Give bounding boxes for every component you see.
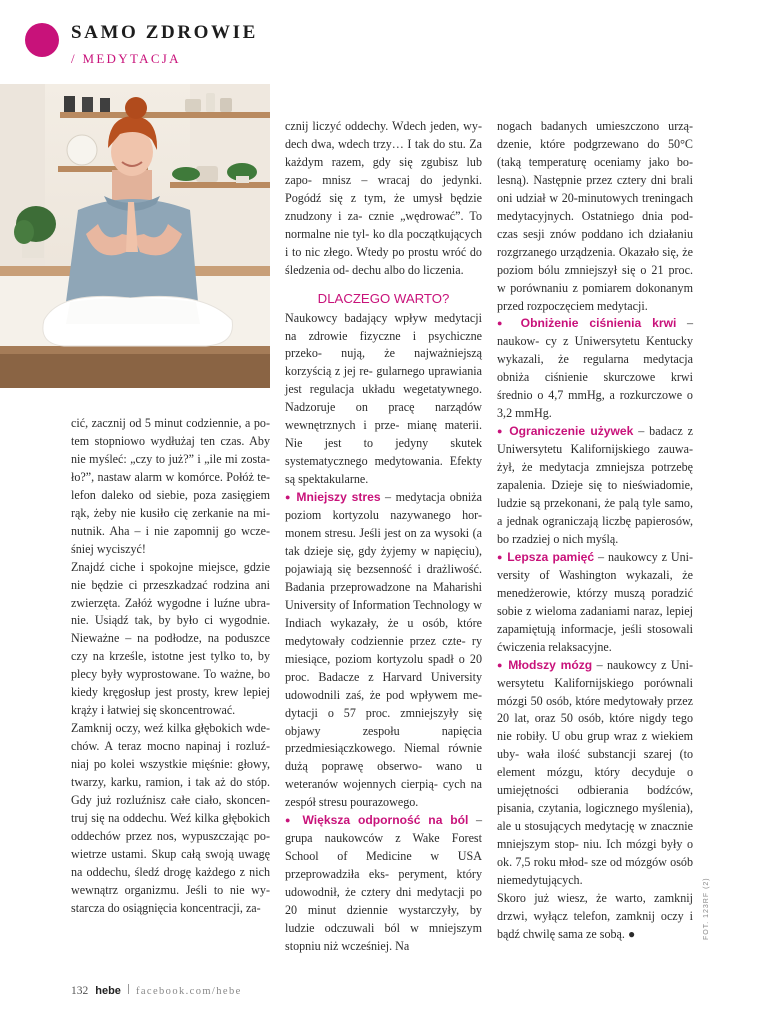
text-line: chów. A teraz mocno napinaj i rozluź- bbox=[71, 739, 270, 754]
text-line: versity of Washington wykazali, że bbox=[497, 567, 693, 582]
text-line: każdym razem, gdy się zgubisz lub zapo- bbox=[285, 154, 482, 187]
text-line: na zdrowie fizyczne i psychiczne przeko- bbox=[285, 328, 482, 361]
text-line: cić, zacznij od 5 minut codziennie, a po- bbox=[71, 416, 270, 430]
text-line: robiły. U obu grup wraz z wiekiem uby- bbox=[497, 729, 693, 762]
text-line: w mniejszym stopniu niż wcześniej. Na bbox=[285, 920, 483, 953]
text-line: dytacji o 57 proc. zmniejszyły się objawy bbox=[285, 705, 482, 738]
text-line: nutnik. Aha – i nie zapomnij go wcze- bbox=[71, 523, 270, 538]
text-line: oddechów przez nos, wypuszczając po- bbox=[71, 828, 270, 843]
text-line: monem stresu. Jeśli jest on za wysoki bbox=[285, 526, 470, 541]
text-line: cy z Uniwersytetu Kentucky wykazali, bbox=[497, 334, 693, 367]
text-line: o 20 proc. Badacze z Harvard University bbox=[285, 651, 482, 684]
text-line: ludzie są przekonani, że palą tyle samo, bbox=[497, 496, 693, 511]
bullet-better-memory bbox=[497, 549, 693, 657]
text-line: mnisz – wracaj do jedynki. Pogódź się bbox=[285, 172, 482, 205]
text-line: oni udział w 20-minutowych treningach bbox=[497, 190, 693, 205]
text-line: – naukowcy z Uni- bbox=[594, 549, 694, 564]
text-line: (taką temperaturę oceniamy jako bo- bbox=[497, 154, 693, 169]
text-line: – grupa bbox=[285, 813, 482, 846]
text-line: twarzy, karku, ramion, i tak aż do stóp. bbox=[71, 775, 270, 790]
text-line: starcza do osiągnięcia koncentracji, za- bbox=[71, 900, 261, 915]
section-dot-icon bbox=[25, 23, 59, 57]
text-line: Niemal równie dużą poprawę obserwo- bbox=[285, 741, 482, 774]
text-line: w porównaniu z pomiarem dokonanym bbox=[497, 280, 693, 295]
text-line: menedżerowie, którzy muszą poradzić bbox=[497, 585, 693, 600]
bullet-less-stress bbox=[285, 489, 482, 812]
text-line: (a tak dzieje się, gdy żyjemy w napięciu), bbox=[285, 526, 482, 558]
bullet-label: Lepsza pamięć bbox=[507, 549, 595, 564]
text-line: ło?”, nastaw alarm w komórce. Połóż te- bbox=[71, 469, 270, 484]
bullet-dot-icon: ● bbox=[497, 551, 504, 562]
text-line: ko dla początkujących i to nic złego. bbox=[285, 226, 483, 259]
text-line: wewnątrz organizmu. Jeśli to nie wy- bbox=[71, 882, 270, 897]
end-mark-icon: ● bbox=[627, 926, 636, 941]
text-line: wała ilość substancji szarej (to element bbox=[497, 747, 694, 780]
text-line: zapamiętują informacje, jeśli stosowali bbox=[497, 621, 693, 636]
meditation-photo bbox=[0, 84, 270, 388]
text-line: udowodnili zaś, że pod wpływem me- bbox=[285, 687, 482, 702]
text-line: nogach badanych umieszczono urzą- bbox=[497, 119, 693, 133]
bullet-younger-brain bbox=[497, 657, 693, 890]
text-line: na oddechu, śledź drogę każdego z nich bbox=[71, 864, 270, 879]
text-line: wano u weteranów wojennych cierpią- bbox=[285, 759, 482, 792]
text-line: drzwi, wyłącz telefon, zamknij oczy bbox=[497, 908, 684, 923]
column-1 bbox=[71, 415, 270, 918]
text-line: śniej wyciszyć! bbox=[71, 541, 146, 556]
text-line: zwierzęta. Załóż wygodne i luźne ubra- bbox=[71, 595, 270, 610]
text-line: kiedy kręgosłup jest prosty, krew lepiej bbox=[71, 685, 270, 700]
text-line: tem stopniowo wydłużaj ten czas. Aby bbox=[71, 433, 270, 448]
bullet-dot-icon: ● bbox=[285, 492, 292, 503]
text-line: medytacyjnych. Ostatniego dnia pod- bbox=[497, 208, 693, 223]
text-line: lefon daleko od siebie, poza zasięgiem bbox=[71, 487, 270, 502]
bullet-fewer-stimulants bbox=[497, 423, 693, 549]
intro-paragraph bbox=[285, 310, 482, 490]
text-line: – naukowcy z Uni- bbox=[592, 657, 693, 672]
section-subtitle: / MEDYTACJA bbox=[71, 51, 181, 66]
text-line: peryment, który udowodnił, że cztery bbox=[285, 867, 482, 900]
text-line: mózgi 50 osób, które medytowały przez bbox=[497, 693, 693, 708]
text-line: sobie z wieloma zadaniami naraz, lepiej bbox=[497, 603, 693, 618]
photo-credit: FOT. 123RF (2) bbox=[703, 877, 710, 940]
text-line: poziom kortyzolu nazywanego hor- bbox=[285, 508, 482, 523]
text-line: krąży i łatwiej się skoncentrować. bbox=[71, 703, 236, 718]
bullet-label: Większa odporność na ból bbox=[302, 813, 469, 828]
facebook-link[interactable]: facebook.com/hebe bbox=[135, 986, 242, 997]
bullet-dot-icon: ● bbox=[497, 318, 511, 329]
text-line: cznie „wędrować”. To normalne nie tyl- bbox=[285, 208, 482, 241]
text-line: rąk, żeby nie kusiło cię zerkanie na mi- bbox=[71, 505, 270, 520]
column-2 bbox=[285, 118, 482, 956]
text-line: zapalenia. Dzieje się to nieświadomie, bbox=[497, 478, 693, 493]
footer-divider bbox=[128, 984, 129, 994]
text-line: że poziom bólu zmniejszył się o 21 proc. bbox=[497, 244, 693, 277]
bullet-label: Ograniczenie używek bbox=[509, 424, 634, 439]
text-line: University of Information Technology bbox=[285, 597, 471, 612]
bullet-label: Obniżenie ciśnienia krwi bbox=[520, 316, 677, 331]
text-line: czy na krześle, istotne jest tylko to, by bbox=[71, 649, 270, 664]
text-line: z tym, że umysł będzie znudzony i za- bbox=[285, 190, 482, 223]
text-line: pracę narządów wewnętrznych i prze- bbox=[285, 400, 482, 433]
text-line: i bądź chwilę sama ze sobą. bbox=[497, 908, 693, 941]
text-line: że regularna medytacja obniża ciśnienie bbox=[497, 352, 693, 385]
text-line: czas sesji znów poddano ich działaniu bbox=[497, 226, 693, 241]
text-line: mózgu, który decyduje o umiejętności bbox=[497, 765, 693, 798]
text-line: niaj po kolei wszystkie mięśnie: głowy, bbox=[71, 757, 270, 772]
page-footer bbox=[71, 984, 242, 997]
text-line: odbierania bodźców, pisania, czytania, bbox=[497, 783, 693, 816]
text-line: z Uniwersytetu Kalifornijskiego zauwa- bbox=[497, 424, 694, 457]
text-line: Badania przeprowadzone na Maharishi bbox=[285, 579, 482, 594]
text-line: – badacz bbox=[633, 424, 683, 439]
text-line: plecy były wyprostowane. To ważne, bo bbox=[71, 667, 270, 682]
text-line: systematycznego medytowania. Efekty bbox=[285, 454, 482, 469]
bullet-pain-resistance bbox=[285, 812, 482, 956]
text-line: medytację w znacznie mniejszym stop- bbox=[497, 819, 693, 852]
text-line: dni medytacji po 20 minut dziennie bbox=[285, 885, 482, 918]
text-line: Znajdź ciche i spokojne miejsce, gdzie bbox=[71, 559, 270, 574]
text-line: nie. Usiądź tak, by było ci wygodnie. bbox=[71, 613, 270, 628]
text-line: ćwiczenia relaksacyjne. bbox=[497, 639, 612, 654]
text-line: skurczowe krwi średnio o 4,7 mmHg, bbox=[497, 370, 694, 403]
text-line: układu wegetatywnego. Nadzoruje on bbox=[285, 382, 482, 415]
text-line: Medicine w USA przeprowadziła eks- bbox=[285, 849, 482, 882]
text-line: a jednak ograniczają liczbę papierosów, bbox=[497, 513, 693, 528]
text-line: mianę materii. Nie jest to jedyny skutek bbox=[285, 418, 482, 451]
text-line: Naukowcy badający wpływ medytacji bbox=[285, 310, 482, 325]
text-line: dechu albo do liczenia. bbox=[352, 262, 464, 277]
text-line: ry miesiące, poziom kortyzolu spadł bbox=[285, 633, 482, 666]
text-line: truj się na oddechu. Weź kilka głębokich bbox=[71, 810, 270, 825]
text-line: Gdy już rozluźnisz całe ciało, skoncen- bbox=[71, 793, 270, 808]
text-line: dzenie, które podgrzewano do 50°C bbox=[497, 136, 693, 151]
magazine-logo: hebe bbox=[95, 985, 121, 997]
text-line: niu. Ich mózgi były o ok. 7,5 roku młod- bbox=[497, 837, 693, 870]
column-1-text bbox=[71, 415, 270, 918]
closing-paragraph bbox=[497, 890, 693, 944]
bullet-dot-icon: ● bbox=[285, 815, 295, 826]
section-title: SAMO ZDROWIE bbox=[71, 22, 258, 43]
bullet-dot-icon: ● bbox=[497, 426, 505, 437]
bullet-label: Mniejszy stres bbox=[296, 490, 381, 505]
text-line: rozgrzanego urządzenia. Okazało się, bbox=[497, 244, 679, 259]
text-line: zespołu napięcia przedmiesiączkowego. bbox=[285, 723, 482, 756]
bullet-label: Młodszy mózg bbox=[508, 657, 593, 672]
text-line: lesną). Następnie przez cztery dni brali bbox=[497, 172, 693, 187]
text-line: Wtedy po prostu wróć do śledzenia od- bbox=[285, 244, 482, 277]
text-line: Zamknij oczy, weź kilka głębokich wde- bbox=[71, 721, 270, 736]
text-line: żył, że medytacja zmniejsza potrzebę bbox=[497, 460, 693, 475]
text-line: gularnego uprawiania jest regulacja bbox=[285, 364, 482, 397]
column-2-text bbox=[285, 118, 482, 280]
text-line: wystarczyły, by ludzie odczuwali ból bbox=[285, 903, 482, 935]
subheading-why-worth-it: DLACZEGO WARTO? bbox=[317, 290, 450, 306]
text-line: nują, że najważniejszą korzyścią z jej re- bbox=[285, 346, 482, 379]
text-line: cych na zespół stresu pourazowego. bbox=[285, 777, 482, 810]
text-line: nie myśleć: „czy to już?” i „ile mi zosta- bbox=[71, 451, 270, 466]
text-line: – medytacja obniża bbox=[380, 490, 483, 505]
text-line: naukowców z Wake Forest School of bbox=[285, 831, 482, 864]
text-line: nie będzie ci przeszkadzać rodzina ani bbox=[71, 577, 270, 592]
text-line: pojawiają się bezsenność i drażliwość. bbox=[285, 561, 482, 576]
text-line: a rozkurczowe o 3,2 mmHg. bbox=[497, 388, 693, 421]
text-line: wietrze ustami. Skup całą swoją uwagę bbox=[71, 846, 270, 861]
text-line: Skoro już wiesz, że warto, zamknij bbox=[497, 890, 693, 905]
text-line: wersytetu Kalifornijskiego porównali bbox=[497, 675, 693, 690]
text-line: sze od mózgów osób niemedytujących. bbox=[497, 855, 693, 888]
text-line: 20 lat, oraz 50 osób, które nigdy tego nie bbox=[497, 711, 693, 744]
text-line: są spektakularne. bbox=[285, 472, 369, 487]
bullet-dot-icon: ● bbox=[497, 659, 504, 670]
text-line: bo rzadziej o nich myślą. bbox=[497, 531, 619, 546]
text-line: – naukow- bbox=[497, 316, 694, 349]
bullet-blood-pressure bbox=[497, 315, 693, 423]
column-3-text bbox=[497, 118, 693, 315]
text-line: przed rozpoczęciem medytacji. bbox=[497, 298, 648, 313]
text-line: dech dwa, wdech trzy… I tak do stu. Za bbox=[285, 136, 482, 151]
text-line: w Indiach wykazały, że u osób, które bbox=[285, 597, 482, 630]
page-number: 132 bbox=[71, 985, 89, 997]
column-3 bbox=[497, 118, 693, 944]
text-line: Nieważne – na podłodze, na poduszce bbox=[71, 631, 270, 646]
text-line: medytowały codziennie przez czte- bbox=[285, 633, 466, 648]
text-line: cznij liczyć oddechy. Wdech jeden, wy- bbox=[285, 119, 482, 133]
text-line: logicznego myślenia), ale u stosujących bbox=[497, 801, 693, 834]
